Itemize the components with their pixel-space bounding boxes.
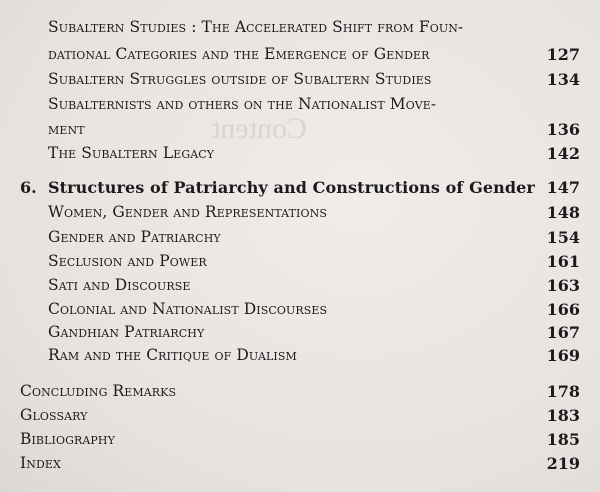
toc-entry-page: 169 (546, 346, 580, 365)
toc-entry-page: 161 (546, 252, 580, 271)
toc-entry (0, 120, 600, 142)
toc-entry-page: 167 (546, 323, 580, 342)
toc-entry (0, 144, 600, 166)
toc-entry (0, 430, 600, 452)
toc-entry (0, 252, 600, 274)
toc-entry (0, 300, 600, 322)
toc-entry (0, 276, 600, 298)
toc-entry-title: Sati and Discourse (48, 276, 191, 294)
toc-entry-title: Concluding Remarks (20, 382, 177, 400)
toc-entry-page: 183 (546, 406, 580, 425)
toc-entry-page: 166 (546, 300, 580, 319)
toc-entry-title: Colonial and Nationalist Discourses (48, 300, 328, 318)
toc-entry-page: 178 (546, 382, 580, 401)
toc-entry-page: 142 (546, 144, 580, 163)
toc-entry-title: ment (48, 120, 85, 138)
chapter-title: Structures of Patriarchy and Constructions of Gender (48, 178, 535, 197)
toc-entry-page: 134 (546, 70, 580, 89)
toc-entry-title: Ram and the Critique of Dualism (48, 346, 297, 364)
chapter-heading (0, 178, 600, 200)
toc-entry-title: Index (20, 454, 61, 472)
toc-entry (0, 228, 600, 250)
toc-entry (0, 18, 600, 40)
toc-entry-page: 154 (546, 228, 580, 247)
chapter-page: 147 (546, 178, 580, 197)
toc-entry (0, 45, 600, 67)
toc-entry-title: dational Categories and the Emergence of Gender (48, 45, 430, 63)
toc-entry (0, 454, 600, 476)
toc-entry (0, 203, 600, 225)
show-through-text: Content (212, 112, 307, 145)
toc-entry-title: Subalternists and others on the Nationalist Move- (48, 95, 437, 113)
toc-entry (0, 382, 600, 404)
toc-entry-page: 136 (546, 120, 580, 139)
toc-entry-title: The Subaltern Legacy (48, 144, 215, 162)
toc-entry-title: Bibliography (20, 430, 115, 448)
toc-entry-page: 163 (546, 276, 580, 295)
toc-entry-title: Women, Gender and Representations (48, 203, 327, 221)
toc-entry (0, 406, 600, 428)
toc-entry-page: 148 (546, 203, 580, 222)
chapter-number: 6. (20, 178, 37, 197)
toc-entry-title: Glossary (20, 406, 88, 424)
toc-entry-title: Gandhian Patriarchy (48, 323, 205, 341)
toc-entry (0, 95, 600, 117)
toc-entry-page: 127 (546, 45, 580, 64)
toc-entry (0, 346, 600, 368)
toc-entry (0, 70, 600, 92)
toc-entry-title: Subaltern Studies : The Accelerated Shift from Foun- (48, 18, 464, 36)
toc-entry-page: 219 (546, 454, 580, 473)
toc-entry-page: 185 (546, 430, 580, 449)
toc-entry-title: Gender and Patriarchy (48, 228, 221, 246)
toc-entry (0, 323, 600, 345)
toc-entry-title: Seclusion and Power (48, 252, 207, 270)
toc-entry-title: Subaltern Struggles outside of Subaltern Studies (48, 70, 432, 88)
